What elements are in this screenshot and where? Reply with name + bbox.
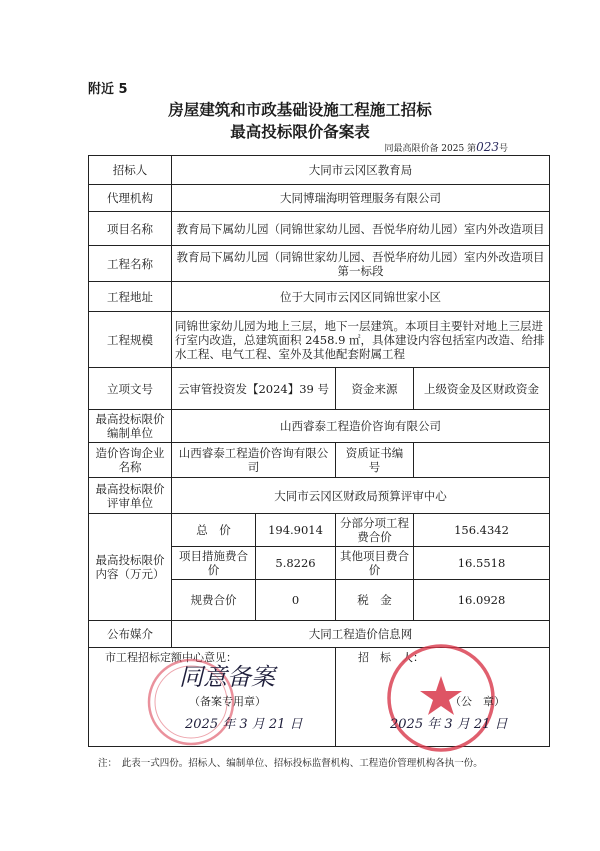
- agency-value: 大同博瑞海明管理服务有限公司: [172, 185, 550, 212]
- row-tenderer: [89, 156, 550, 185]
- row-compiler: [89, 410, 550, 443]
- reviewer-label: 最高投标限价评审单位: [89, 478, 172, 514]
- other-value: 16.5518: [414, 547, 550, 580]
- reviewer-value: 大同市云冈区财政局预算评审中心: [172, 478, 550, 514]
- engineering-name-label: 工程名称: [89, 246, 172, 282]
- tenderer-label: 招标人: [89, 156, 172, 185]
- consult-value: 山西睿泰工程造价咨询有限公司: [172, 443, 336, 478]
- row-reviewer: [89, 478, 550, 514]
- scale-label: 工程规模: [89, 312, 172, 368]
- site-value: 位于大同市云冈区同锦世家小区: [172, 282, 550, 312]
- appendix-label: 附近 5: [88, 82, 128, 97]
- compiler-label: 最高投标限价编制单位: [89, 410, 172, 443]
- site-label: 工程地址: [89, 282, 172, 312]
- cert-value: [414, 443, 550, 478]
- project-name-value: 教育局下属幼儿园（同锦世家幼儿园、吾悦华府幼儿园）室内外改造项目: [172, 212, 550, 246]
- right-signature-label: 招 标 人：: [358, 651, 424, 664]
- subitem-value: 156.4342: [414, 514, 550, 547]
- total-value: 194.9014: [256, 514, 336, 547]
- tax-value: 16.0928: [414, 580, 550, 621]
- scale-value: 同锦世家幼儿园为地上三层，地下一层建筑。本项目主要针对地上三层进行室内改造，总建筑面积 2458.9 ㎡，具体建设内容包括室内改造、给排水工程、电气工程、室外及其他配套附属工程: [172, 312, 550, 368]
- approval-label: 立项文号: [89, 368, 172, 410]
- fee-value: 0: [256, 580, 336, 621]
- tenderer-value: 大同市云冈区教育局: [172, 156, 550, 185]
- agency-label: 代理机构: [89, 185, 172, 212]
- left-signature-cell: [89, 648, 336, 747]
- fund-label: 资金来源: [336, 368, 414, 410]
- row-scale: [89, 312, 550, 368]
- left-stamp-note: （备案专用章）: [189, 695, 266, 708]
- row-engineering-name: [89, 246, 550, 282]
- row-consult: [89, 443, 550, 478]
- engineering-name-value: 教育局下属幼儿园（同锦世家幼儿园、吾悦华府幼儿园）室内外改造项目第一标段: [172, 246, 550, 282]
- approval-value: 云审管投资发【2024】39 号: [172, 368, 336, 410]
- row-signatures: [89, 648, 550, 747]
- doc-no-prefix: 同最高限价备 2025 第: [384, 144, 477, 154]
- right-signature-cell: [336, 648, 550, 747]
- media-value: 大同工程造价信息网: [172, 621, 550, 648]
- row-total: [89, 514, 550, 547]
- fee-label: 规费合价: [172, 580, 256, 621]
- left-signature-label: 市工程招标定额中心意见：: [105, 651, 237, 664]
- cert-label: 资质证书编 号: [336, 443, 414, 478]
- total-label: 总 价: [172, 514, 256, 547]
- doc-no-suffix: 号: [498, 144, 508, 154]
- project-name-label: 项目名称: [89, 212, 172, 246]
- consult-label: 造价咨询企业名称: [89, 443, 172, 478]
- tax-label: 税 金: [336, 580, 414, 621]
- left-date: 2025 年 3 月 21 日: [185, 717, 303, 732]
- other-label: 其他项目费合价: [336, 547, 414, 580]
- doc-no-handwritten: 023: [476, 140, 499, 154]
- compiler-value: 山西睿泰工程造价咨询有限公司: [172, 410, 550, 443]
- row-agency: [89, 185, 550, 212]
- right-stamp-note: （公 章）: [450, 695, 505, 708]
- left-handwritten-approval: 同意备案: [179, 663, 275, 691]
- subitem-label: 分部分项工程费合价: [336, 514, 414, 547]
- title-line-1: 房屋建筑和市政基础设施工程施工招标: [168, 101, 432, 119]
- right-date: 2025 年 3 月 21 日: [390, 717, 508, 732]
- measure-value: 5.8226: [256, 547, 336, 580]
- footnote: 注： 此表一式四份。招标人、编制单位、招标投标监督机构、工程造价管理机构各执一份。: [98, 758, 483, 769]
- row-approval: [89, 368, 550, 410]
- document-number: [384, 140, 508, 154]
- media-label: 公布媒介: [89, 621, 172, 648]
- measure-label: 项目措施费合 价: [172, 547, 256, 580]
- title-line-2: 最高投标限价备案表: [230, 123, 370, 141]
- row-site: [89, 282, 550, 312]
- content-label: 最高投标限价内容（万元）: [89, 514, 172, 621]
- row-project-name: [89, 212, 550, 246]
- filing-form-table: [88, 155, 550, 747]
- fund-value: 上级资金及区财政资金: [414, 368, 550, 410]
